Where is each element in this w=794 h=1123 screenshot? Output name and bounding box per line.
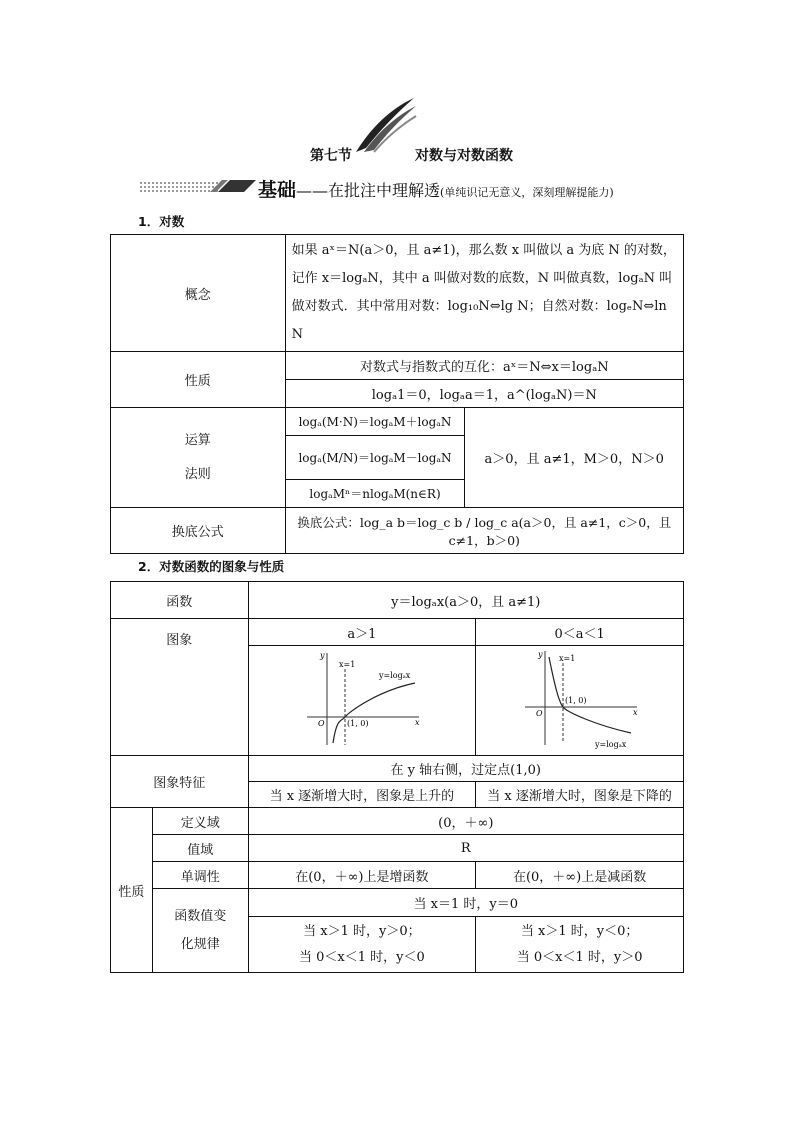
property-row-2: logₐ1＝0，logₐa＝1，a^(logₐN)＝N [285, 380, 683, 408]
section-heading-logarithm: 1．对数 [138, 214, 185, 229]
features-common: 在 y 轴右侧，过定点(1,0) [248, 756, 683, 782]
y-axis-label: y [537, 649, 543, 659]
banner-subtitle: ——在批注中理解透 [296, 181, 441, 200]
graph-increasing [287, 647, 437, 751]
swoosh-logo-icon [352, 96, 418, 156]
rules-label-line-2: 法则 [184, 466, 211, 482]
features-increasing: 当 x 逐渐增大时，图象是上升的 [248, 782, 476, 808]
rule-quotient: logₐ(M/N)＝logₐM－logₐN [285, 436, 465, 480]
case-a-greater-1: a＞1 [248, 619, 476, 646]
function-value: y＝logₐx(a＞0，且 a≠1) [248, 582, 683, 619]
monotonicity-increasing: 在(0，＋∞)上是增函数 [248, 862, 476, 889]
point-label: (1, 0) [346, 718, 369, 728]
rules-label [111, 408, 286, 508]
graph-decreasing-cell [476, 646, 684, 756]
concept-label: 概念 [111, 235, 286, 352]
x-axis-label: x [414, 717, 420, 727]
value-change-a-line-2: 当 0＜x＜1 时，y＜0 [298, 949, 425, 965]
value-change-decreasing [476, 917, 684, 973]
graph-increasing-cell [248, 646, 476, 756]
rules-label-line-1: 运算 [184, 432, 211, 448]
range-label: 值域 [152, 835, 248, 862]
banner-note: (单纯识记无意义，深刻理解提能力) [440, 186, 614, 199]
monotonicity-label: 单调性 [152, 862, 248, 889]
domain-value: (0，＋∞) [248, 808, 683, 835]
x1-label: x=1 [338, 659, 356, 669]
logarithm-table [110, 234, 684, 554]
point-label: (1, 0) [564, 695, 587, 705]
rule-power: logₐMⁿ＝nlogₐM(n∈R) [285, 480, 465, 508]
rules-condition: a＞0，且 a≠1，M＞0，N＞0 [465, 408, 684, 508]
banner-stripes-icon [140, 178, 256, 194]
features-label: 图象特征 [111, 756, 249, 808]
graph-decreasing [505, 647, 655, 751]
property-label: 性质 [111, 352, 286, 408]
change-base-formula: 换底公式：log_a b＝log_c b / log_c a(a＞0，且 a≠1，c＞0，且 c≠1，b＞0) [285, 508, 683, 554]
y-axis-label: y [319, 650, 325, 660]
banner-bar [140, 178, 256, 194]
value-change-increasing [248, 917, 476, 973]
x-axis-label: x [632, 707, 638, 717]
rule-product: logₐ(M·N)＝logₐM＋logₐN [285, 408, 465, 436]
concept-text: 如果 aˣ＝N(a＞0，且 a≠1)，那么数 x 叫做以 a 为底 N 的对数，记作 x＝logₐN，其中 a 叫做对数的底数，N 叫做真数，logₐN 叫做对数式．其中常用对数：log₁₀N⇔lg N；自然对数：logₑN⇔ln N [285, 235, 683, 352]
log-function-table [110, 581, 684, 973]
domain-label: 定义域 [152, 808, 248, 835]
value-change-b-line-1: 当 x＞1 时，y＜0； [520, 923, 639, 939]
x1-label: x=1 [558, 653, 575, 663]
graph-label [111, 619, 249, 756]
log-curve-decreasing [549, 657, 631, 733]
value-change-label [152, 889, 248, 973]
property-row-1: 对数式与指数式的互化：aˣ＝N⇔x＝logₐN [285, 352, 683, 380]
value-change-common: 当 x＝1 时，y＝0 [248, 889, 683, 917]
value-change-label-1: 函数值变 [174, 908, 227, 924]
curve-label: y=logₐx [378, 670, 411, 680]
curve-label: y=logₐx [594, 739, 626, 749]
monotonicity-decreasing: 在(0，＋∞)上是减函数 [476, 862, 684, 889]
origin-label: O [317, 718, 325, 728]
value-change-a-line-1: 当 x＞1 时，y＞0； [303, 923, 421, 939]
range-value: R [248, 835, 683, 862]
value-change-label-2: 化规律 [180, 936, 220, 952]
change-base-label: 换底公式 [111, 508, 286, 554]
graph-label-text: 图象 [166, 633, 193, 648]
page-title: 对数与对数函数 [415, 148, 513, 164]
function-label: 函数 [111, 582, 249, 619]
origin-label: O [535, 708, 543, 718]
section-label: 第七节 [310, 148, 352, 164]
properties-label: 性质 [111, 808, 153, 973]
section-heading-log-function: 2．对数函数的图象与性质 [138, 559, 285, 574]
banner-title: 基础 [258, 179, 297, 201]
value-change-b-line-2: 当 0＜x＜1 时，y＞0 [516, 949, 643, 965]
case-a-between-0-1: 0＜a＜1 [476, 619, 684, 646]
features-decreasing: 当 x 逐渐增大时，图象是下降的 [476, 782, 684, 808]
